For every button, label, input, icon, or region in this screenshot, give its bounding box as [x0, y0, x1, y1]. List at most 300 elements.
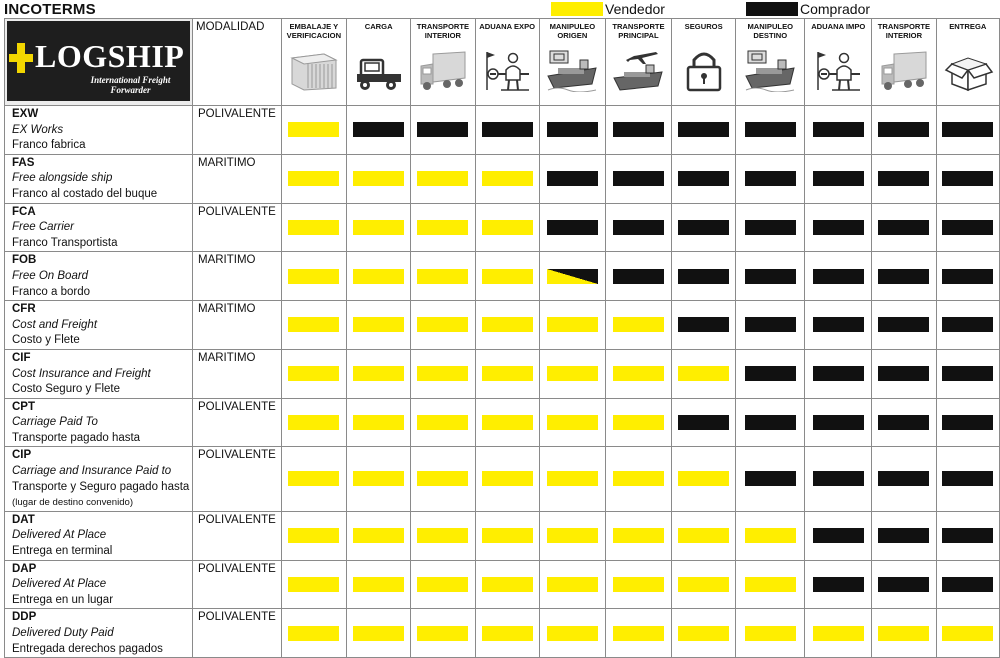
seller-bar	[417, 577, 468, 592]
ship-money-icon	[540, 48, 605, 92]
table-row	[5, 203, 1000, 252]
responsibility-cell	[872, 609, 936, 658]
responsibility-cell	[281, 398, 346, 447]
box-icon	[937, 48, 999, 92]
buyer-bar	[878, 471, 929, 486]
responsibility-cell	[672, 560, 736, 609]
responsibility-cell	[411, 203, 475, 252]
responsibility-cell	[805, 301, 872, 350]
seller-bar	[482, 626, 533, 641]
responsibility-cell	[475, 154, 539, 203]
legend-buyer	[746, 0, 870, 18]
seller-bar	[353, 171, 404, 186]
seller-bar	[353, 528, 404, 543]
responsibility-cell	[872, 349, 936, 398]
seller-bar	[417, 415, 468, 430]
incoterm-spanish: Franco fabrica	[12, 139, 86, 152]
incoterm-code: FAS	[12, 156, 35, 169]
responsibility-cell	[347, 301, 411, 350]
seller-bar	[942, 626, 993, 641]
incoterm-code: FCA	[12, 205, 36, 218]
responsibility-cell	[539, 560, 605, 609]
responsibility-cell	[347, 106, 411, 155]
buyer-bar	[745, 269, 796, 284]
responsibility-cell	[281, 447, 346, 511]
incoterm-english: Cost and Freight	[12, 318, 98, 331]
buyer-bar	[353, 122, 404, 137]
responsibility-cell	[605, 398, 671, 447]
seller-bar	[482, 366, 533, 381]
incoterm-name-cell	[5, 447, 193, 511]
incoterm-code: FOB	[12, 254, 37, 267]
logo-brand: LOGSHIP	[35, 38, 185, 74]
responsibility-cell	[347, 560, 411, 609]
buyer-bar	[878, 122, 929, 137]
incoterm-english: Carriage and Insurance Paid to	[12, 465, 172, 478]
responsibility-cell	[605, 252, 671, 301]
responsibility-cell	[736, 154, 805, 203]
modalidad-cell: MARITIMO	[193, 154, 282, 203]
responsibility-cell	[672, 203, 736, 252]
responsibility-cell	[539, 609, 605, 658]
buyer-bar	[613, 220, 664, 235]
lorry-icon	[872, 48, 935, 92]
buyer-bar	[878, 171, 929, 186]
seller-bar	[417, 366, 468, 381]
responsibility-cell	[672, 106, 736, 155]
responsibility-cell	[605, 511, 671, 560]
responsibility-cell	[475, 301, 539, 350]
responsibility-cell	[736, 398, 805, 447]
modalidad-cell: MARITIMO	[193, 301, 282, 350]
modalidad-header: MODALIDAD	[193, 19, 282, 106]
buyer-bar	[745, 366, 796, 381]
buyer-bar	[942, 528, 993, 543]
incoterm-code: DAT	[12, 513, 35, 526]
responsibility-cell	[539, 447, 605, 511]
incoterm-spanish: Entrega en terminal	[12, 545, 113, 558]
buyer-bar	[678, 317, 729, 332]
modalidad-cell: POLIVALENTE	[193, 447, 282, 511]
responsibility-cell	[411, 301, 475, 350]
buyer-bar	[813, 220, 864, 235]
responsibility-cell	[347, 609, 411, 658]
seller-bar	[613, 577, 664, 592]
responsibility-cell	[605, 349, 671, 398]
responsibility-cell	[936, 203, 999, 252]
incoterm-english: Cost Insurance and Freight	[12, 367, 151, 380]
responsibility-cell	[672, 252, 736, 301]
responsibility-cell	[281, 349, 346, 398]
col-header-label: TRANSPORTE INTERIOR	[877, 22, 931, 40]
incoterm-name-cell	[5, 301, 193, 350]
responsibility-cell	[539, 154, 605, 203]
incoterm-english: Free Carrier	[12, 221, 74, 234]
seller-bar	[288, 471, 339, 486]
modalidad-cell: POLIVALENTE	[193, 560, 282, 609]
incoterm-code: CFR	[12, 303, 36, 316]
seller-bar	[613, 366, 664, 381]
responsibility-cell	[605, 106, 671, 155]
buyer-bar	[878, 415, 929, 430]
seller-bar	[288, 220, 339, 235]
incoterm-spanish: Costo Seguro y Flete	[12, 383, 121, 396]
seller-label: Vendedor	[605, 1, 665, 17]
incoterm-english: Free On Board	[12, 269, 89, 282]
incoterm-code: DAP	[12, 562, 37, 575]
seller-bar	[547, 528, 598, 543]
col-header-transporte-principal-6	[605, 19, 671, 106]
responsibility-cell	[411, 511, 475, 560]
col-header-label: ADUANA IMPO	[811, 22, 866, 31]
container-icon	[282, 48, 346, 92]
responsibility-cell	[281, 511, 346, 560]
buyer-bar	[547, 122, 598, 137]
incoterm-english: Free alongside ship	[12, 172, 113, 185]
responsibility-cell	[736, 252, 805, 301]
seller-bar	[353, 220, 404, 235]
responsibility-cell	[475, 398, 539, 447]
responsibility-cell	[539, 203, 605, 252]
incoterm-code: EXW	[12, 108, 39, 120]
buyer-bar	[813, 577, 864, 592]
logo-tagline: International Freight Forwarder	[90, 75, 171, 95]
modalidad-cell: MARITIMO	[193, 349, 282, 398]
responsibility-cell	[672, 349, 736, 398]
seller-bar	[353, 577, 404, 592]
responsibility-cell	[475, 609, 539, 658]
buyer-bar	[942, 171, 993, 186]
shared-bar	[547, 269, 598, 284]
buyer-bar	[942, 471, 993, 486]
buyer-swatch	[746, 2, 798, 16]
seller-bar	[288, 171, 339, 186]
customs-officer-icon	[805, 48, 871, 92]
col-header-label: SEGUROS	[684, 22, 723, 31]
seller-bar	[353, 317, 404, 332]
buyer-bar	[547, 171, 598, 186]
seller-bar	[678, 577, 729, 592]
responsibility-cell	[936, 447, 999, 511]
seller-bar	[613, 528, 664, 543]
responsibility-cell	[805, 609, 872, 658]
modalidad-cell: POLIVALENTE	[193, 203, 282, 252]
incoterms-table	[4, 18, 1000, 658]
table-row	[5, 252, 1000, 301]
col-header-label: TRANSPORTE PRINCIPAL	[612, 22, 665, 40]
responsibility-cell	[347, 398, 411, 447]
buyer-bar	[813, 171, 864, 186]
responsibility-cell	[936, 154, 999, 203]
seller-bar	[547, 577, 598, 592]
col-header-embalaje-y-verificacion-1	[281, 19, 346, 106]
responsibility-cell	[805, 560, 872, 609]
seller-bar	[678, 528, 729, 543]
incoterm-spanish: Entregada derechos pagados	[12, 642, 163, 655]
seller-bar	[482, 471, 533, 486]
col-header-seguros-7	[672, 19, 736, 106]
responsibility-cell	[805, 511, 872, 560]
col-header-label: ENTREGA	[949, 22, 987, 31]
buyer-bar	[878, 577, 929, 592]
incoterm-spanish: Costo y Flete	[12, 334, 80, 347]
incoterm-name-cell	[5, 398, 193, 447]
buyer-bar	[745, 220, 796, 235]
table-row	[5, 447, 1000, 511]
incoterm-english: Delivered Duty Paid	[12, 627, 114, 639]
responsibility-cell	[605, 301, 671, 350]
seller-bar	[547, 471, 598, 486]
seller-bar	[288, 366, 339, 381]
incoterm-code: DDP	[12, 611, 37, 624]
incoterm-name-cell	[5, 203, 193, 252]
responsibility-cell	[347, 154, 411, 203]
col-header-transporte-interior-3	[411, 19, 475, 106]
ship-money-icon	[736, 48, 804, 92]
responsibility-cell	[936, 349, 999, 398]
seller-bar	[547, 415, 598, 430]
buyer-bar	[678, 269, 729, 284]
responsibility-cell	[539, 349, 605, 398]
col-header-aduana-expo-4	[475, 19, 539, 106]
responsibility-cell	[411, 560, 475, 609]
incoterm-spanish-note: (lugar de destino convenido)	[12, 497, 134, 509]
seller-bar	[547, 317, 598, 332]
responsibility-cell	[411, 447, 475, 511]
col-header-manipuleo-destino-8	[736, 19, 805, 106]
page-title: INCOTERMS	[4, 1, 96, 18]
responsibility-cell	[736, 203, 805, 252]
seller-swatch	[551, 2, 603, 16]
buyer-bar	[678, 171, 729, 186]
table-row	[5, 349, 1000, 398]
buyer-bar	[878, 220, 929, 235]
modalidad-cell: POLIVALENTE	[193, 106, 282, 155]
table-row	[5, 106, 1000, 155]
seller-bar	[417, 171, 468, 186]
buyer-bar	[417, 122, 468, 137]
buyer-bar	[942, 220, 993, 235]
buyer-bar	[613, 171, 664, 186]
responsibility-cell	[605, 609, 671, 658]
buyer-bar	[813, 317, 864, 332]
responsibility-cell	[475, 511, 539, 560]
col-header-entrega-11	[936, 19, 999, 106]
responsibility-cell	[475, 203, 539, 252]
incoterm-name-cell	[5, 349, 193, 398]
col-header-label: MANIPULEO ORIGEN	[549, 22, 596, 40]
responsibility-cell	[872, 398, 936, 447]
responsibility-cell	[872, 447, 936, 511]
incoterm-name-cell	[5, 252, 193, 301]
seller-bar	[482, 577, 533, 592]
buyer-bar	[813, 122, 864, 137]
buyer-bar	[482, 122, 533, 137]
col-header-label: EMBALAJE Y VERIFICACION	[286, 22, 342, 40]
seller-bar	[417, 471, 468, 486]
responsibility-cell	[605, 203, 671, 252]
seller-bar	[288, 415, 339, 430]
seller-bar	[745, 528, 796, 543]
responsibility-cell	[872, 252, 936, 301]
responsibility-cell	[672, 154, 736, 203]
buyer-bar	[813, 415, 864, 430]
table-row	[5, 398, 1000, 447]
seller-bar	[878, 626, 929, 641]
seller-bar	[288, 317, 339, 332]
responsibility-cell	[736, 447, 805, 511]
responsibility-cell	[736, 511, 805, 560]
responsibility-cell	[411, 398, 475, 447]
seller-bar	[482, 171, 533, 186]
padlock-icon	[672, 48, 735, 92]
incoterm-spanish: Franco al costado del buque	[12, 187, 158, 200]
responsibility-cell	[672, 301, 736, 350]
responsibility-cell	[411, 609, 475, 658]
seller-bar	[482, 528, 533, 543]
responsibility-cell	[475, 447, 539, 511]
incoterm-name-cell	[5, 511, 193, 560]
seller-bar	[613, 317, 664, 332]
responsibility-cell	[281, 154, 346, 203]
responsibility-cell	[805, 203, 872, 252]
seller-bar	[613, 415, 664, 430]
responsibility-cell	[475, 349, 539, 398]
buyer-bar	[613, 122, 664, 137]
seller-bar	[353, 471, 404, 486]
seller-bar	[417, 626, 468, 641]
responsibility-cell	[411, 349, 475, 398]
buyer-bar	[745, 317, 796, 332]
buyer-bar	[878, 366, 929, 381]
responsibility-cell	[539, 106, 605, 155]
incoterm-name-cell	[5, 560, 193, 609]
responsibility-cell	[736, 609, 805, 658]
incoterm-spanish: Transporte pagado hasta	[12, 431, 141, 444]
incoterm-name-cell	[5, 609, 193, 658]
table-row	[5, 154, 1000, 203]
seller-bar	[678, 626, 729, 641]
responsibility-cell	[805, 106, 872, 155]
col-header-label: CARGA	[364, 22, 393, 31]
col-header-transporte-interior-10	[872, 19, 936, 106]
incoterm-code: CIF	[12, 351, 31, 364]
modalidad-cell: POLIVALENTE	[193, 398, 282, 447]
seller-bar	[353, 415, 404, 430]
responsibility-cell	[347, 511, 411, 560]
seller-bar	[547, 626, 598, 641]
seller-bar	[288, 269, 339, 284]
responsibility-cell	[936, 511, 999, 560]
responsibility-cell	[605, 560, 671, 609]
seller-bar	[417, 317, 468, 332]
buyer-bar	[813, 269, 864, 284]
incoterm-code: CIP	[12, 449, 32, 462]
buyer-bar	[745, 171, 796, 186]
modalidad-cell: POLIVALENTE	[193, 511, 282, 560]
seller-bar	[417, 220, 468, 235]
incoterm-name-cell	[5, 154, 193, 203]
buyer-bar	[745, 122, 796, 137]
buyer-bar	[942, 269, 993, 284]
incoterm-spanish: Franco a bordo	[12, 285, 90, 298]
responsibility-cell	[539, 398, 605, 447]
seller-bar	[547, 366, 598, 381]
responsibility-cell	[672, 447, 736, 511]
responsibility-cell	[347, 447, 411, 511]
responsibility-cell	[872, 203, 936, 252]
responsibility-cell	[347, 349, 411, 398]
responsibility-cell	[872, 154, 936, 203]
col-header-manipuleo-origen-5	[539, 19, 605, 106]
seller-bar	[288, 626, 339, 641]
col-header-label: ADUANA EXPO	[479, 22, 536, 31]
responsibility-cell	[281, 609, 346, 658]
buyer-bar	[613, 269, 664, 284]
buyer-bar	[678, 220, 729, 235]
responsibility-cell	[281, 560, 346, 609]
modalidad-cell: MARITIMO	[193, 252, 282, 301]
seller-bar	[482, 415, 533, 430]
seller-bar	[353, 269, 404, 284]
table-row	[5, 511, 1000, 560]
seller-bar	[417, 269, 468, 284]
buyer-bar	[878, 528, 929, 543]
responsibility-cell	[475, 106, 539, 155]
buyer-bar	[878, 317, 929, 332]
buyer-bar	[942, 122, 993, 137]
seller-bar	[288, 577, 339, 592]
responsibility-cell	[411, 154, 475, 203]
seller-bar	[678, 471, 729, 486]
modalidad-cell: POLIVALENTE	[193, 609, 282, 658]
buyer-bar	[745, 471, 796, 486]
responsibility-cell	[872, 106, 936, 155]
responsibility-cell	[539, 252, 605, 301]
responsibility-cell	[539, 511, 605, 560]
buyer-bar	[813, 528, 864, 543]
table-row	[5, 560, 1000, 609]
truck-icon	[347, 48, 410, 92]
ship-plane-icon	[606, 48, 671, 92]
responsibility-cell	[672, 609, 736, 658]
buyer-label: Comprador	[800, 1, 871, 17]
responsibility-cell	[936, 398, 999, 447]
seller-bar	[813, 626, 864, 641]
seller-bar	[613, 626, 664, 641]
responsibility-cell	[936, 252, 999, 301]
incoterm-spanish: Entrega en un lugar	[12, 593, 114, 606]
responsibility-cell	[347, 203, 411, 252]
responsibility-cell	[281, 301, 346, 350]
seller-bar	[353, 366, 404, 381]
responsibility-cell	[672, 511, 736, 560]
responsibility-cell	[672, 398, 736, 447]
responsibility-cell	[475, 560, 539, 609]
incoterm-english: Delivered At Place	[12, 529, 107, 542]
responsibility-cell	[936, 560, 999, 609]
responsibility-cell	[347, 252, 411, 301]
buyer-bar	[942, 577, 993, 592]
table-row	[5, 301, 1000, 350]
incoterm-spanish: Transporte y Seguro pagado hasta	[12, 480, 190, 493]
seller-bar	[482, 317, 533, 332]
incoterm-english: Delivered At Place	[12, 578, 107, 591]
lorry-icon	[411, 48, 474, 92]
responsibility-cell	[605, 154, 671, 203]
responsibility-cell	[281, 252, 346, 301]
incoterm-spanish: Franco Transportista	[12, 236, 118, 249]
